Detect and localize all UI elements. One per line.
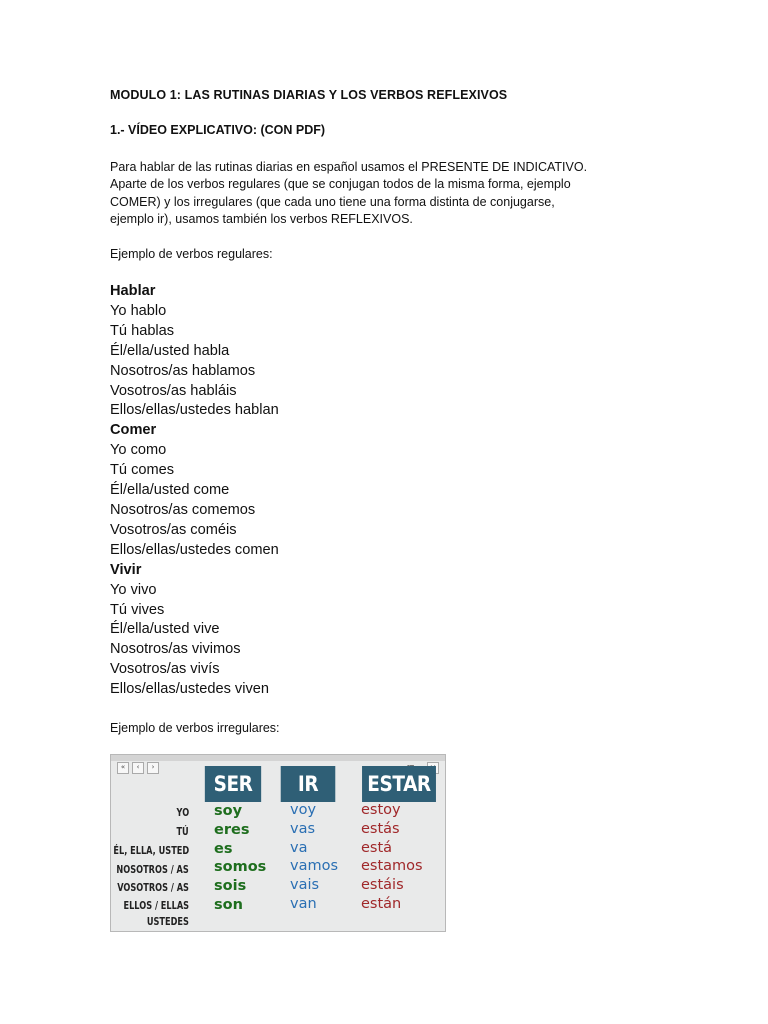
header-ser: SER [205, 766, 261, 802]
pronoun-label: ELLOS / ELLAS [123, 900, 189, 912]
verb-form: Él/ella/usted vive [110, 621, 220, 638]
intro-line: ejemplo ir), usamos también los verbos REFLEXIVOS. [110, 211, 413, 226]
intro-line: Aparte de los verbos regulares (que se conjugan todos de la misma forma, ejemplo [110, 177, 571, 192]
ser-form: son [214, 897, 243, 913]
verb-name: Vivir [110, 561, 142, 578]
ir-form: van [290, 896, 317, 912]
verb-form: Él/ella/usted come [110, 482, 230, 499]
verb-form: Yo vivo [110, 581, 157, 598]
image-toolbar [111, 755, 445, 761]
intro-line: Para hablar de las rutinas diarias en español usamos el PRESENTE DE INDICATIVO. [110, 160, 588, 174]
ir-form: vamos [290, 858, 339, 874]
ser-form: sois [214, 878, 247, 894]
verb-form: Vosotros/as habláis [110, 382, 237, 399]
ser-form: es [214, 841, 233, 857]
verb-form: Ellos/ellas/ustedes viven [110, 681, 269, 698]
irregular-verbs-image [110, 754, 446, 932]
pronoun-label: YO [176, 807, 189, 819]
next-page-button[interactable]: › [147, 762, 159, 774]
estar-form: estáis [361, 877, 404, 893]
estar-form: estoy [361, 802, 401, 818]
regular-verbs-list [110, 282, 279, 700]
ser-form: somos [214, 859, 267, 875]
verb-form: Él/ella/usted habla [110, 342, 230, 359]
ir-form: vas [290, 821, 316, 837]
verb-name: Hablar [110, 283, 156, 299]
verb-form: Ellos/ellas/ustedes comen [110, 541, 279, 558]
verb-form: Tú vives [110, 601, 165, 618]
verb-name: Comer [110, 422, 157, 439]
irregular-verbs-label: Ejemplo de verbos irregulares: [110, 721, 280, 735]
ser-form: soy [214, 803, 243, 819]
verb-form: Nosotros/as hablamos [110, 362, 256, 379]
pronoun-label: USTEDES [146, 916, 189, 928]
header-ir: IR [281, 766, 336, 802]
verb-form: Vosotros/as coméis [110, 521, 237, 538]
pronoun-label: NOSOTROS / AS [116, 864, 189, 876]
pronoun-label: ÉL, ELLA, USTED [113, 845, 189, 857]
ser-form: eres [214, 822, 250, 838]
verb-form: Tú comes [110, 462, 175, 479]
verb-form: Ellos/ellas/ustedes hablan [110, 402, 279, 419]
verb-form: Yo hablo [110, 302, 167, 319]
pronoun-label: TÚ [176, 826, 189, 838]
verb-form: Nosotros/as vivimos [110, 641, 241, 658]
estar-form: estamos [361, 858, 423, 874]
first-page-button[interactable]: « [117, 762, 129, 774]
pronoun-label: VOSOTROS / AS [117, 882, 189, 894]
section-heading: 1.- VÍDEO EXPLICATIVO: (CON PDF) [110, 123, 326, 137]
intro-line: COMER) y los irregulares (que cada uno tiene una forma distinta de conjugarse, [110, 194, 555, 209]
document-title: MODULO 1: LAS RUTINAS DIARIAS Y LOS VERBOS REFLEXIVOS [110, 88, 508, 102]
image-nav-buttons [117, 762, 159, 774]
estar-form: está [361, 840, 393, 856]
verb-form: Nosotros/as comemos [110, 501, 256, 518]
verb-form: Vosotros/as vivís [110, 661, 220, 678]
ir-form: voy [290, 802, 317, 818]
prev-page-button[interactable]: ‹ [132, 762, 144, 774]
verb-form: Yo como [110, 442, 167, 459]
ir-form: va [290, 840, 308, 856]
ir-form: vais [290, 877, 320, 893]
verb-form: Tú hablas [110, 322, 175, 339]
regular-verbs-label: Ejemplo de verbos regulares: [110, 247, 273, 261]
estar-form: estás [361, 821, 400, 837]
intro-paragraph [110, 159, 650, 228]
header-estar: ESTAR [362, 766, 436, 802]
estar-form: están [361, 896, 402, 912]
